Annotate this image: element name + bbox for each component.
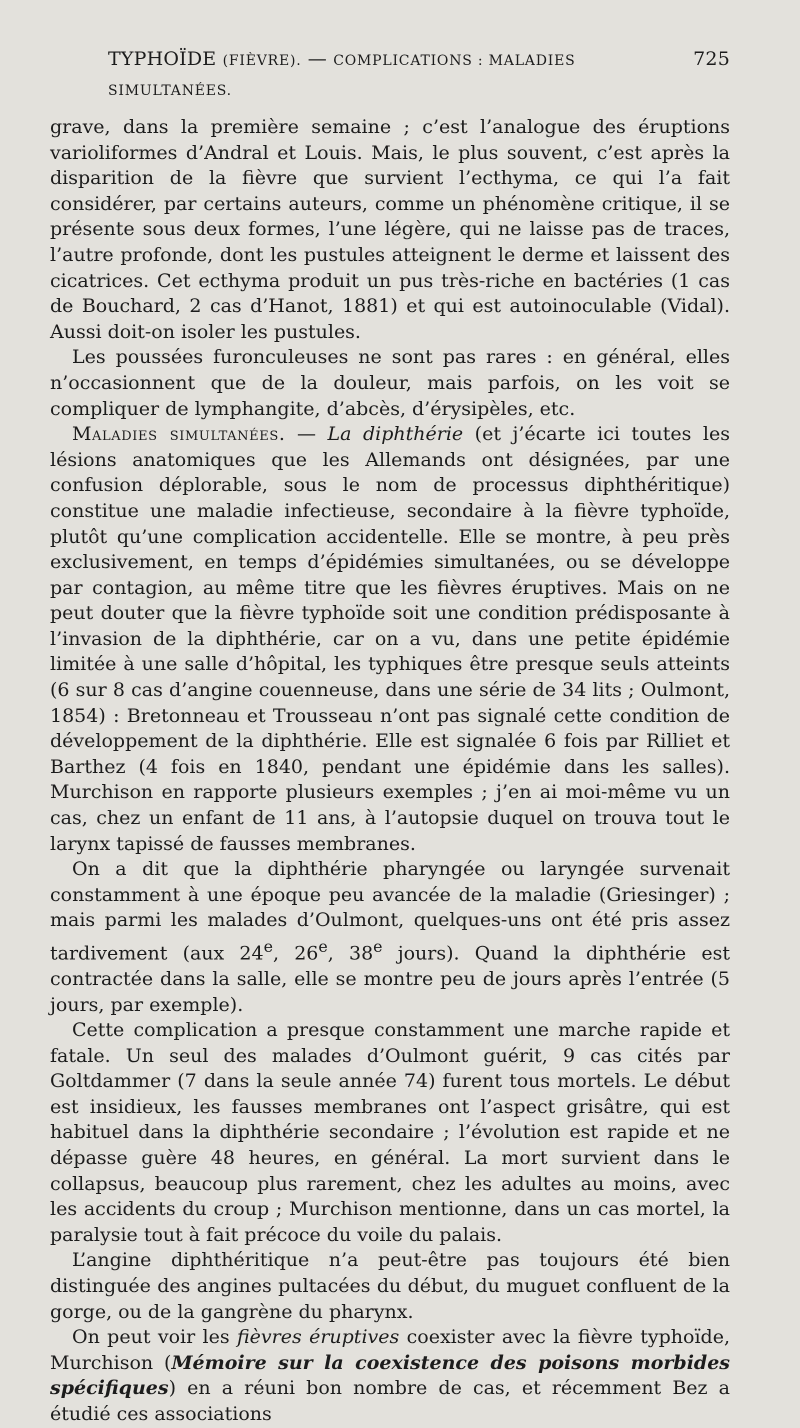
title-main: TYPHOÏDE xyxy=(108,48,217,70)
work-title: Mémoire sur la coexistence des poisons morbides spécifiques xyxy=(50,1351,730,1400)
page-number: 725 xyxy=(693,48,730,70)
italic-term: La diphthérie xyxy=(327,423,464,446)
paragraph-3-text: (et j’écarte ici toutes les lésions anatomiques que les Allemands ont désignées, par une confusion déplorable, sous le nom de processus diphthéritique) constitue une maladie infectieuse, secondaire à la fièvre typhoïde, plutôt qu’une complication accidentelle. Elle se montre, à peu près exclusivement, en temps d’épidémies simultanées, ou se développe par contagion, au même titre que les fièvres éruptives. Mais on ne peut douter que la fièvre typhoïde soit une condition prédisposante à l’invasion de la diphthérie, car on a vu, dans une petite épidémie limitée à une salle d’hôpital, les typhiques être presque seuls atteints (6 sur 8 cas d’angine couenneuse, dans une série de 34 lits ; Oulmont, 1854) : Bretonneau et Trousseau n’ont pas signalé cette condition de développement de la diphthérie. Elle est signalée 6 fois par Rilliet et Barthez (4 fois en 1840, pendant une épidémie dans les salles). Murchison en rapporte plusieurs exemples ; j’en ai moi-même vu un cas, chez un enfant de 11 ans, à l’autopsie duquel on trouva tout le larynx tapissé de fausses membranes. xyxy=(50,423,730,855)
running-head xyxy=(50,45,730,105)
paragraph-7-a: On peut voir les xyxy=(72,1326,237,1349)
paragraph-4-d: jours). Quand la diphthérie est contractée dans la salle, elle se montre peu de jours après l’entrée (5 jours, par exemple). xyxy=(50,942,730,1016)
paragraph-3 xyxy=(50,422,730,857)
paragraph-7-c: ) en a réuni bon nombre de cas, et récemment Bez a étudié ces associations xyxy=(50,1377,730,1426)
paragraph-4 xyxy=(50,857,730,1018)
title-paren: (FIÈVRE). xyxy=(222,53,302,69)
paragraph-1: grave, dans la première semaine ; c’est l’analogue des éruptions varioliformes d’Andral et Louis. Mais, le plus souvent, c’est après la disparition de la fièvre que survient l’ecthyma, ce qui l’a fait considérer, par certains auteurs, comme un phénomène critique, il se présente sous deux formes, l’une légère, qui ne laisse pas de traces, l’autre profonde, dont les pustules atteignent le derme et laissent des cicatrices. Cet ecthyma produit un pus très-riche en bactéries (1 cas de Bouchard, 2 cas d’Hanot, 1881) et qui est autoinoculable (Vidal). Aussi doit-on isoler les pustules. xyxy=(50,116,730,343)
paragraph-7-b: coexister avec la fièvre typhoïde, Murchison ( xyxy=(50,1326,730,1374)
section-title: COMPLICATIONS : MALADIES SIMULTANÉES. xyxy=(108,53,576,99)
superscript: e xyxy=(318,937,328,956)
paragraph-6: L’angine diphthéritique n’a peut-être pas toujours été bien distinguée des angines pultacées du début, du muguet confluent de la gorge, ou de la gangrène du pharynx. xyxy=(50,1249,730,1323)
paragraph-4-c: , 38 xyxy=(327,942,374,965)
title-dash: — xyxy=(307,48,327,70)
running-title xyxy=(108,45,693,105)
superscript: e xyxy=(373,937,383,956)
heading-dash: — xyxy=(285,423,328,446)
italic-term: fièvres éruptives xyxy=(236,1326,400,1349)
paragraph-7 xyxy=(50,1325,730,1427)
paragraph-4-a: On a dit que la diphthérie pharyngée ou laryngée survenait constamment à une époque peu avancée de la maladie (Griesinger) ; mais parmi les malades d’Oulmont, quelques-uns ont été pris assez tardivement (aux 24 xyxy=(50,858,730,965)
paragraph-4-b: , 26 xyxy=(273,942,319,965)
body-text xyxy=(50,115,730,1428)
section-heading: Maladies simultanées. xyxy=(72,423,286,446)
paragraph-5: Cette complication a presque constamment une marche rapide et fatale. Un seul des malades d’Oulmont guérit, 9 cas cités par Goltdammer (7 dans la seule année 74) furent tous mortels. Le début est insidieux, les fausses membranes ont l’aspect grisâtre, qui est habituel dans la diphthérie secondaire ; l’évolution est rapide et ne dépasse guère 48 heures, en général. La mort survient dans le collapsus, beaucoup plus rarement, chez les adultes au moins, avec les accidents du croup ; Murchison mentionne, dans un cas mortel, la paralysie tout à fait précoce du voile du palais. xyxy=(50,1019,730,1246)
superscript: e xyxy=(263,937,273,956)
paragraph-2: Les poussées furonculeuses ne sont pas rares : en général, elles n’occasionnent que de la douleur, mais parfois, on les voit se compliquer de lymphangite, d’abcès, d’érysipèles, etc. xyxy=(50,346,730,420)
